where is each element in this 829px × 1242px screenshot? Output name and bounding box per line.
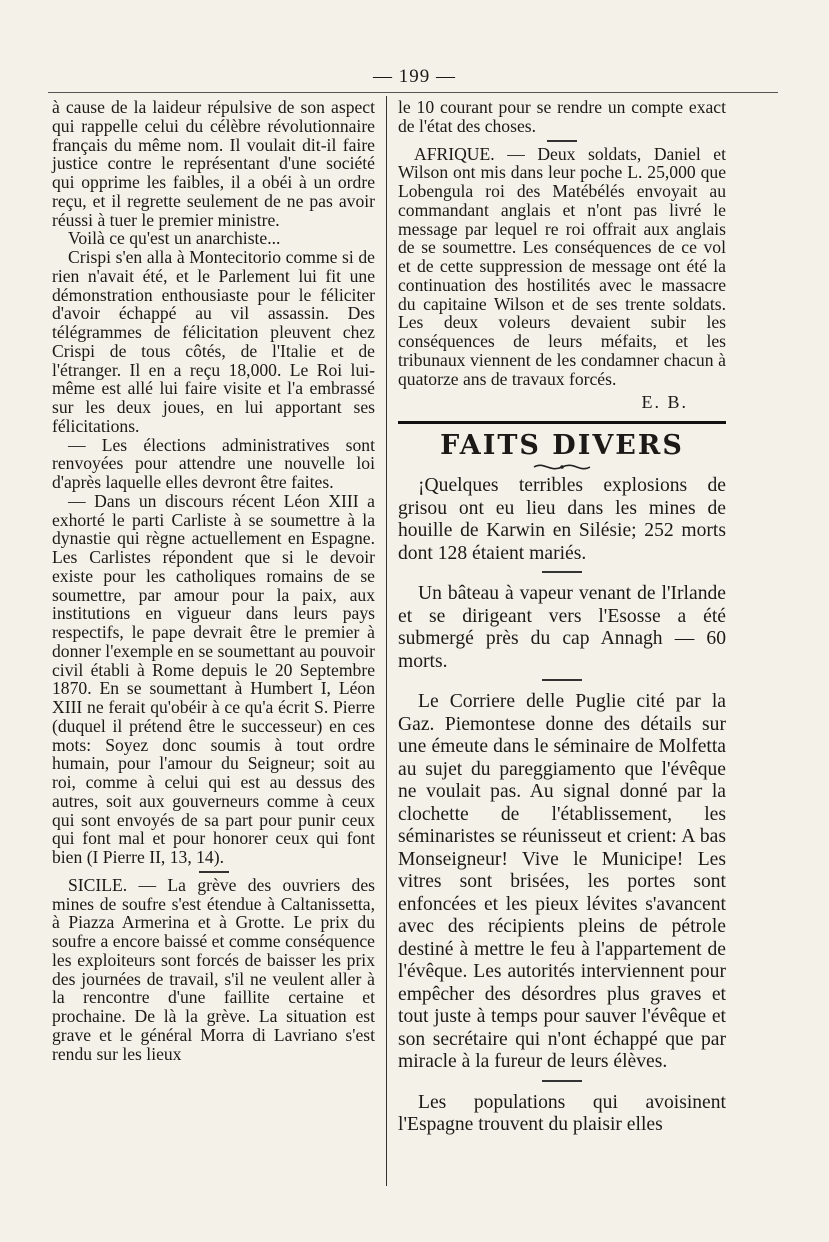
header-rule (48, 92, 778, 93)
right-column (398, 98, 726, 1137)
separator-rule (542, 571, 582, 573)
news-espagne: Les populations qui avoisinent l'Espagne trouvent du plaisir elles (398, 1091, 726, 1136)
paragraph-sicile-continued: le 10 courant pour se rendre un compte exact de l'état des choses. (398, 97, 726, 136)
paragraph-sicile: SICILE. — La grève des ouvriers des mines de soufre s'est étendue à Caltanissetta, à Piazza Armerina et à Grotte. Le prix du soufre a encore baissé et comme conséquence les exploiteurs sont forcés de baisser les prix des journées de travail, s'il ne veulent aller à la rencontre d'une faillite certaine et prochaine. De là la grève. La situation est grave et le général Morra di Lavriano s'est rendu sur les lieux (52, 874, 375, 1064)
paragraph-anarchist-remark: Voilà ce qu'est un anarchiste... (68, 228, 281, 249)
paragraph-afrique: AFRIQUE. — Deux soldats, Daniel et Wilson ont mis dans leur poche L. 25,000 que Lobengula roi des Matébélés envoyait au commandant anglais et n'ont pas livré le message par lequel re roi offrait aux anglais de se soumettre. Les conséquences de ce vol et de cette suppression de message ont été la continuation des hostilités avec le massacre du capitaine Wilson et de ses trente soldats. Les deux voleurs devaient subir les conséquences de leurs méfaits, et les tribunaux viennent de les condamner chacun à quatorze ans de travaux forcés. (398, 143, 726, 389)
news-steamer-sinking: Un bâteau à vapeur venant de l'Irlande et se dirigeant vers l'Esosse a été submergé près du cap Annagh — 60 morts. (398, 583, 726, 672)
news-grisou-explosions: ¡Quelques terribles explosions de grisou ont eu lieu dans les mines de houille de Karwin en Silésie; 252 morts dont 128 étaient mariés. (398, 475, 726, 564)
ornament-flourish (398, 461, 726, 473)
separator-rule (542, 679, 582, 681)
separator-rule (199, 871, 229, 873)
section-rule (398, 421, 726, 424)
news-molfetta-riot: Le Corriere delle Puglie cité par la Gaz. Piemontese donne des détails sur une émeute dans le séminaire de Molfetta au sujet du pareggiamento que l'évêque ne voulait pas. Au signal donné par la clochette de l'établissement, les séminaristes se réunisseut et crient: A bas Monseigneur! Vive le Municipe! Les vitres sont brisées, les portes sont enfoncées et les pieux lévites s'avancent avec des récipients pleins de pétrole destiné à mettre le feu à l'appartement de l'évêque. Les autorités interviennent pour empêcher des désordres plus graves et tout juste à temps pour sauver l'évêque et son secrétaire qui n'ont échappé que par miracle à la fureur de leurs élèves. (398, 691, 726, 1073)
section-title-faits-divers: FAITS DIVERS (440, 430, 684, 462)
paragraph-crispi: Crispi s'en alla à Montecitorio comme si de rien n'avait été, et le Parlement lui fit une démonstration enthousiaste pour le féliciter d'avoir échappé au vil assassin. Des télégrammes de félicitation pleuvent chez Crispi de tous côtés, de l'Italie et de l'étranger. Il en a reçu 18,000. Le Roi lui-même est allé lui faire visite et l'a embrassé sur les deux joues, en lui apportant ses félicitations. (52, 247, 375, 436)
page-number: — 199 — (373, 66, 456, 87)
separator-rule (547, 140, 577, 142)
separator-rule (542, 1080, 582, 1082)
left-column (52, 98, 375, 1063)
paragraph-leon-xiii: — Dans un discours récent Léon XIII a exhorté le parti Carliste à se soumettre à la dynastie qui règne actuellement en Espagne. Les Carlistes répondent que si le devoir existe pour les catholiques romains de se soumettre, par amour pour la paix, aux institutions en vigueur dans leurs pays respectifs, le pape devrait être le premier à donner l'exemple en se soumettant au pouvoir civil établi à Rome depuis le 20 Septembre 1870. En se soumettant à Humbert I, Léon XIII ne ferait qu'obéir à ce qu'a écrit S. Pierre (duquel il prétend être le successeur) en ces mots: Soyez donc soumis à tout ordre humain, pour l'amour du Seigneur; soit au roi, comme à celui qui est au dessus des autres, soit aux gouverneurs comme à ceux qui sont envoyés de sa part pour punir ceux qui font mal et pour honorer ceux qui font bien (I Pierre II, 13, 14). (52, 490, 375, 867)
paragraph-anarchist-description: à cause de la laideur répulsive de son aspect qui rappelle celui du célèbre révolutionnaire français du même nom. Il voulait dit-il faire justice contre le représentant d'une société qui opprime les faibles, il a obéi à un ordre reçu, et il regrette seulement de ne pas avoir réussi à tuer le premier ministre. (52, 97, 375, 230)
author-signature: E. B. (641, 392, 688, 413)
paragraph-elections: — Les élections administratives sont renvoyées pour attendre une nouvelle loi d'après laquelle elles devront être faites. (52, 434, 375, 492)
column-divider (386, 96, 387, 1186)
